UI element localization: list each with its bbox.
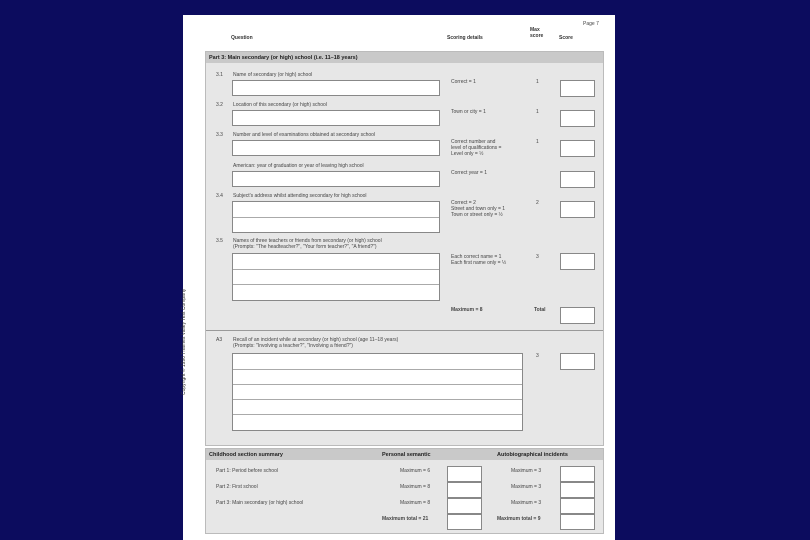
- summary-ai-max: Maximum = 3: [511, 500, 542, 506]
- max-score: 1: [536, 109, 539, 115]
- score-box-year[interactable]: [560, 171, 595, 188]
- scoring-text: Street and town only = 1: [451, 206, 506, 212]
- summary-ps-box-3[interactable]: [447, 498, 482, 514]
- summary-row-label: Part 1: Period before school: [216, 468, 278, 474]
- page-label: Page 7: [583, 21, 599, 27]
- scoring-text: Correct = 1: [451, 79, 476, 85]
- answer-box-3-5[interactable]: [232, 253, 440, 301]
- summary-ai-box-1[interactable]: [560, 466, 595, 482]
- scoring-text: Each first name only = ½: [451, 260, 507, 266]
- item-number: 3.1: [216, 72, 223, 78]
- scoring-text: Correct year = 1: [451, 170, 487, 176]
- a3-label: Recall of an incident while at secondary (or high) school (age 11–18 years): [233, 337, 399, 343]
- score-box-3-1[interactable]: [560, 80, 595, 97]
- summary-ai-box-3[interactable]: [560, 498, 595, 514]
- item-number: 3.5: [216, 238, 223, 244]
- score-box-3-5[interactable]: [560, 253, 595, 270]
- summary-panel: [205, 448, 604, 534]
- summary-row-label: Part 2: First school: [216, 484, 258, 490]
- part3-panel: [205, 51, 604, 446]
- summary-title: Childhood section summary: [209, 452, 283, 458]
- summary-col-personal: Personal semantic: [382, 452, 431, 458]
- summary-total-ps: Maximum total = 21: [382, 516, 429, 522]
- score-box-a3[interactable]: [560, 353, 595, 370]
- score-box-3-4[interactable]: [560, 201, 595, 218]
- answer-box-3-4[interactable]: [232, 201, 440, 233]
- summary-col-autobio: Autobiographical incidents: [497, 452, 568, 458]
- item-prompts: (Prompts: "The headteacher?", "Your form teacher?", "A friend?"): [233, 244, 377, 250]
- item-number: 3.4: [216, 193, 223, 199]
- max-score: 1: [536, 79, 539, 85]
- copyright-notice: Copyright © 1990 Thames Valley Test Company: [181, 288, 187, 395]
- answer-box-3-2[interactable]: [232, 110, 440, 126]
- max-score: 1: [536, 139, 539, 145]
- a3-prompts: (Prompts: "Involving a teacher?", "Involving a friend?"): [233, 343, 353, 349]
- part3-total-label: Total: [534, 307, 546, 313]
- scoring-text: Correct number and: [451, 139, 496, 145]
- summary-ai-box-2[interactable]: [560, 482, 595, 498]
- answer-box-3-3[interactable]: [232, 140, 440, 156]
- summary-row-label: Part 3: Main secondary (or high) school: [216, 500, 304, 506]
- answer-box-year[interactable]: [232, 171, 440, 187]
- score-box-3-3[interactable]: [560, 140, 595, 157]
- summary-ps-box-2[interactable]: [447, 482, 482, 498]
- scoring-text: Correct = 2: [451, 200, 476, 206]
- header-score: Score: [559, 35, 573, 41]
- item-label: Name of secondary (or high) school: [233, 72, 313, 78]
- form-page: [183, 15, 615, 540]
- summary-total-ai: Maximum total = 9: [497, 516, 541, 522]
- summary-ai-max: Maximum = 3: [511, 484, 542, 490]
- summary-ps-total-box[interactable]: [447, 514, 482, 530]
- summary-ai-total-box[interactable]: [560, 514, 595, 530]
- part3-title-bar: [206, 52, 603, 63]
- item-label: Subject's address whilst attending secondary for high school: [233, 193, 367, 199]
- summary-ps-max: Maximum = 6: [400, 468, 431, 474]
- item-number: 3.2: [216, 102, 223, 108]
- scoring-text: level of qualifications =: [451, 145, 502, 151]
- summary-ps-box-1[interactable]: [447, 466, 482, 482]
- scoring-text: Each correct name = 1: [451, 254, 502, 260]
- summary-title-bar: [206, 449, 603, 460]
- scoring-text: Level only = ½: [451, 151, 484, 157]
- item-label: Number and level of examinations obtained at secondary school: [233, 132, 376, 138]
- summary-ps-max: Maximum = 8: [400, 484, 431, 490]
- item-label: Names of three teachers or friends from secondary (or high) school: [233, 238, 382, 244]
- a3-number: A3: [216, 337, 223, 343]
- header-question: Question: [231, 35, 253, 41]
- part3-title: Part 3: Main secondary (or high) school (i.e. 11–18 years): [209, 55, 358, 61]
- divider: [206, 330, 603, 331]
- score-box-3-2[interactable]: [560, 110, 595, 127]
- part3-total-box[interactable]: [560, 307, 595, 324]
- item-number: 3.3: [216, 132, 223, 138]
- part3-maximum: Maximum = 8: [451, 307, 483, 313]
- summary-ai-max: Maximum = 3: [511, 468, 542, 474]
- answer-box-a3[interactable]: [232, 353, 523, 431]
- summary-ps-max: Maximum = 8: [400, 500, 431, 506]
- answer-box-3-1[interactable]: [232, 80, 440, 96]
- header-max-score: Max score: [530, 27, 544, 39]
- a3-max: 3: [536, 353, 539, 359]
- header-scoring: Scoring details: [447, 35, 483, 41]
- max-score: 2: [536, 200, 539, 206]
- scoring-text: Town or street only = ½: [451, 212, 503, 218]
- scoring-text: Town or city = 1: [451, 109, 486, 115]
- item-label: Location of this secondary (or high) school: [233, 102, 327, 108]
- max-score: 3: [536, 254, 539, 260]
- item-label: American: year of graduation or year of leaving high school: [233, 163, 364, 169]
